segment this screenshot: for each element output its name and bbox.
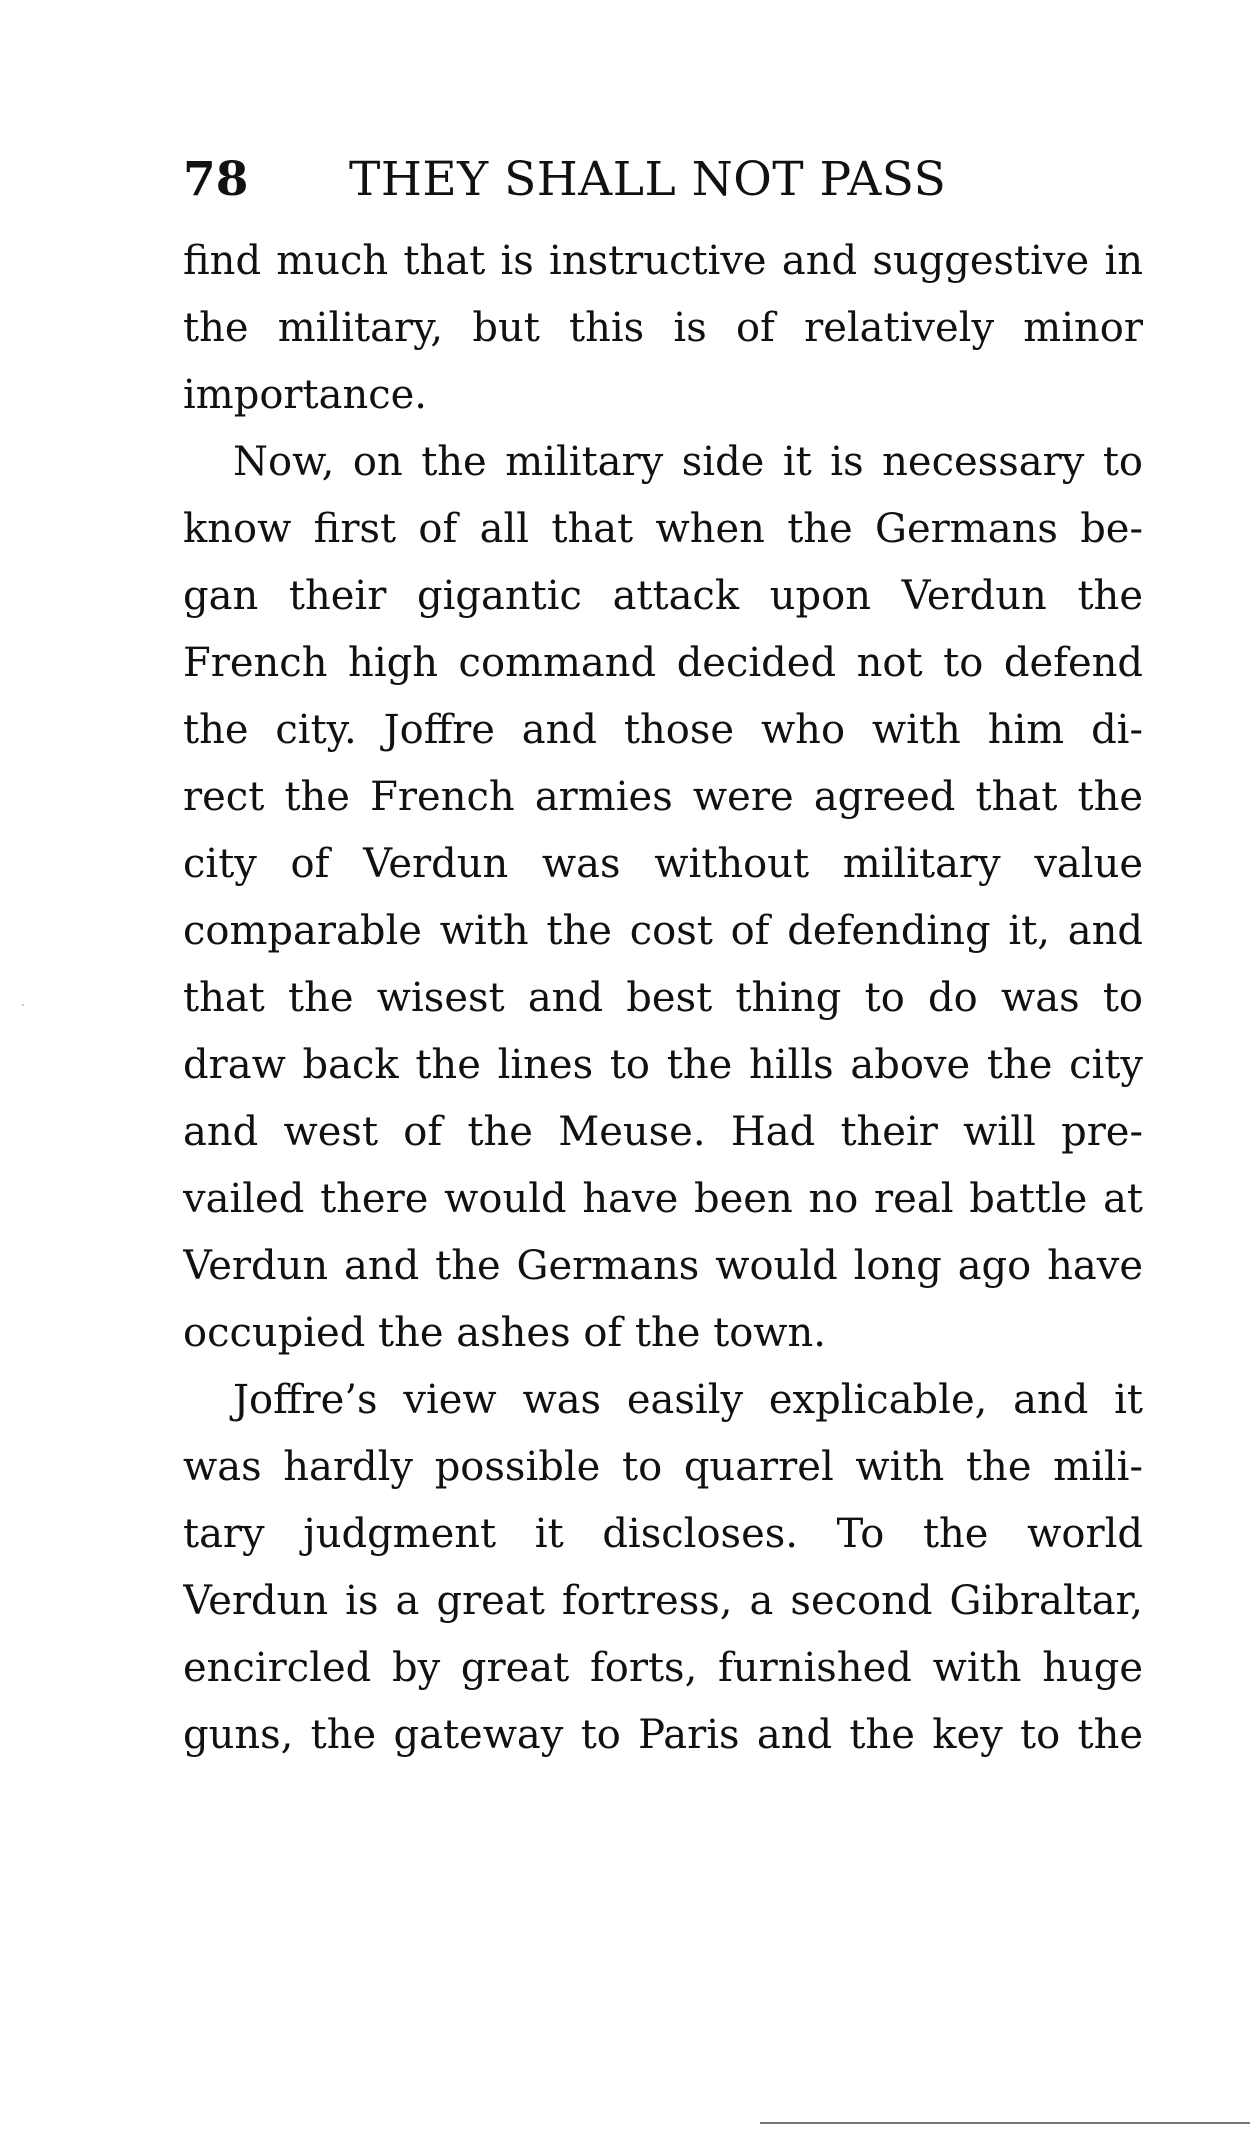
text-line: that the wisest and best thing to do was to xyxy=(183,975,1143,1021)
body-text xyxy=(183,228,1143,1769)
text-line: and west of the Meuse. Had their will pre- xyxy=(183,1109,1143,1155)
text-line: tary judgment it discloses. To the world xyxy=(183,1511,1143,1557)
text-line: city of Verdun was without military value xyxy=(183,841,1143,887)
text-line: Now, on the military side it is necessary to xyxy=(233,439,1143,485)
text-line: gan their gigantic attack upon Verdun the xyxy=(183,573,1143,619)
text-line: rect the French armies were agreed that the xyxy=(183,774,1143,820)
text-line: know first of all that when the Germans be- xyxy=(183,506,1143,552)
text-line: comparable with the cost of defending it, and xyxy=(183,908,1143,954)
text-line: Joffre’s view was easily explicable, and it xyxy=(233,1377,1143,1423)
page-number: 78 xyxy=(183,152,249,207)
scan-edge-rule xyxy=(760,2122,1250,2124)
text-line: encircled by great forts, furnished with huge xyxy=(183,1645,1143,1691)
text-line: Verdun and the Germans would long ago have xyxy=(183,1243,1143,1289)
text-line: French high command decided not to defend xyxy=(183,640,1143,686)
text-line: the city. Joffre and those who with him di- xyxy=(183,707,1143,753)
text-line: draw back the lines to the hills above the city xyxy=(183,1042,1143,1088)
text-line: guns, the gateway to Paris and the key to the xyxy=(183,1712,1143,1758)
running-title: THEY SHALL NOT PASS xyxy=(349,152,947,207)
text-line: occupied the ashes of the town. xyxy=(183,1310,827,1356)
text-line: the military, but this is of relatively minor xyxy=(183,305,1143,351)
text-line: find much that is instructive and suggestive in xyxy=(183,238,1143,284)
running-head xyxy=(183,150,1143,210)
text-line: Verdun is a great fortress, a second Gibraltar, xyxy=(183,1578,1143,1624)
text-line: vailed there would have been no real battle at xyxy=(183,1176,1143,1222)
scan-speck xyxy=(22,1004,24,1006)
text-line: was hardly possible to quarrel with the mili- xyxy=(183,1444,1143,1490)
text-line: importance. xyxy=(183,372,428,418)
